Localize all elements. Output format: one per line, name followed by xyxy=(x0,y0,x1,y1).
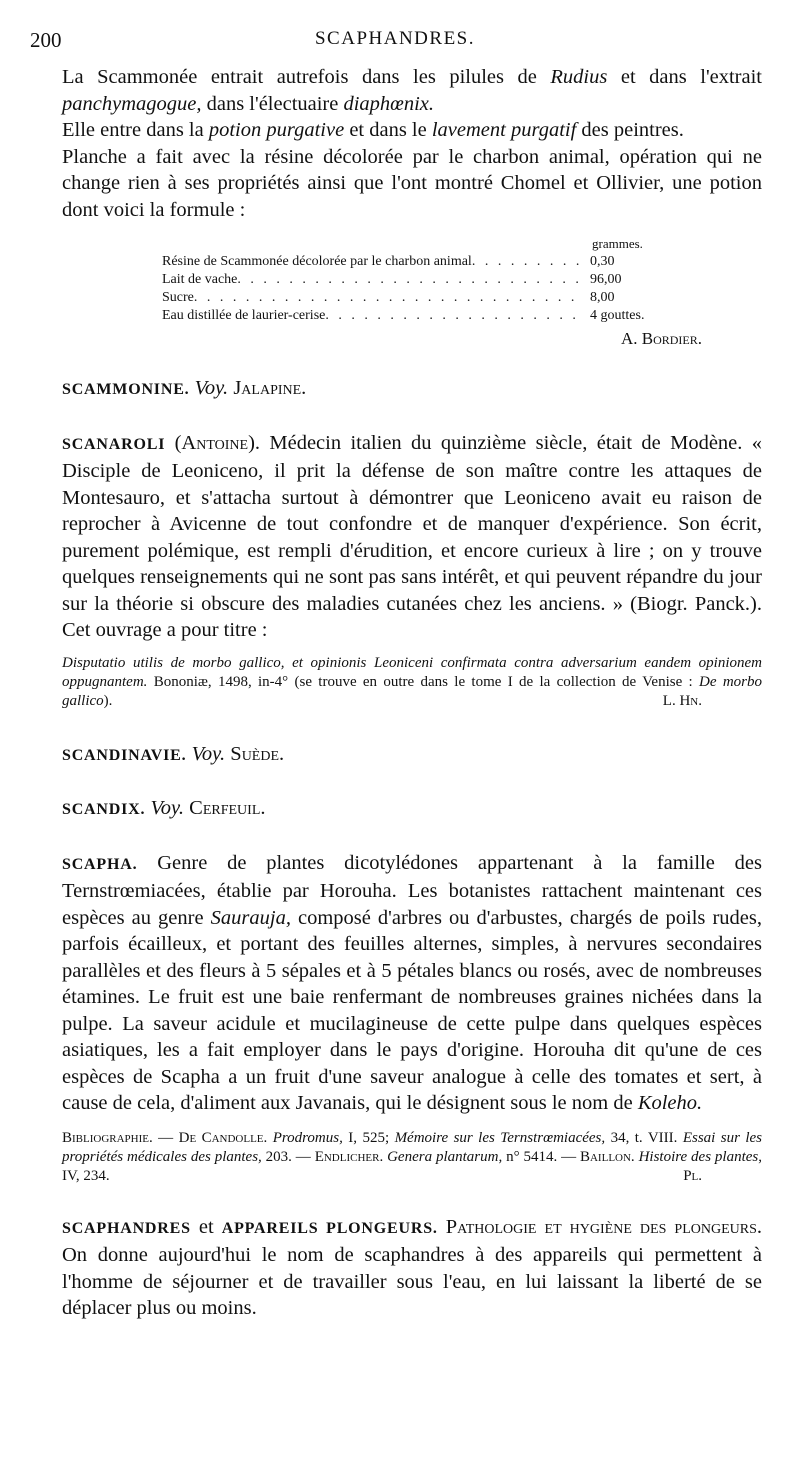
scapha-bibliography: Bibliographie. — De Candolle. Prodromus, I, 525; Mémoire sur les Ternstrœmiacées, 34, t. VIII. Essai sur les propriétés médicales des plantes, 203. — Endlicher. Genera plantarum, n° 5414. — Baillon. Histoire des plantes, IV, 234. Pl. xyxy=(62,1129,763,1184)
headword: SCAPHANDRES xyxy=(62,1219,191,1237)
entry-scandix: SCANDIX. Voy. Cerfeuil. xyxy=(62,797,266,819)
page-header xyxy=(30,28,760,54)
signature-pl: Pl. xyxy=(683,1167,702,1184)
headword: SCANAROLI xyxy=(62,435,166,453)
signature-hn: L. Hn. xyxy=(662,692,702,709)
paragraph-planche: Planche a fait avec la résine décolorée par le charbon animal, opération qui ne change rien à ses propriétés ainsi que l'ont montré Chomel et Ollivier, une potion dont voici la formule : xyxy=(62,145,762,221)
recipe-row: Résine de Scammonée décolorée par le charbon animal . . . 0,30 xyxy=(162,253,682,271)
paragraph-potion: Elle entre dans la potion purgative et dans le lavement purgatif des peintres. xyxy=(62,119,684,141)
signature-bordier: A. Bordier. xyxy=(620,329,702,348)
headword: SCANDINAVIE. xyxy=(62,746,187,764)
entry-scaphandres: SCAPHANDRES et APPAREILS PLONGEURS. Pathologie et hygiène des plongeurs. On donne aujourd'hui le nom de scaphandres à des appareils qui permettent à l'homme de séjourner et de travailler sous l'eau, en lui laissant la liberté de se déplacer plus ou moins. xyxy=(62,1215,762,1319)
headword: SCANDIX. xyxy=(62,801,146,818)
page-number: 200 xyxy=(30,28,62,52)
entry-scapha: SCAPHA. Genre de plantes dicotylédones appartenant à la famille des Ternstrœmiacées, établie par Horouha. Les botanistes rattachent maintenant ces espèces au genre Saurauja, composé d'arbres ou d'arbustes, chargés de poils rudes, parfois écailleux, et portant des feuilles alternes, simples, à nervures secondaires parallèles et des fleurs à 5 sépales et à 5 pétales blancs ou rosés, avec de nombreuses étamines. Le fruit est une baie renfermant de nombreuses graines nichées dans la pulpe. La saveur acidule et mucilagineuse de cette pulpe dans quelques espèces asiatiques, les a fait employer dans le pays d'origine. Horouha dit qu'une de ces espèces de Scapha a un fruit d'une saveur analogue à celle des tomates et sert, à cause de cela, d'aliment aux Javanais, qui le désignent sous le nom de Koleho. xyxy=(62,851,762,1114)
running-head: SCAPHANDRES. xyxy=(314,28,475,49)
recipe-row: Eau distillée de laurier-cerise . . . 4 gouttes. xyxy=(162,307,682,325)
entry-scanaroli: SCANAROLI (Antoine). Médecin italien du quinzième siècle, était de Modène. « Disciple de Leoniceno, il prit la défense de son maître contre les attaques de Montesauro, et s'attacha surtout à démontrer que Leoniceno avait eu raison de reprocher à Avicenne de tout confondre et de manquer d'expérience. Son écrit, purement polémique, est rempli d'érudition, et encore curieux à lire ; on y trouve quelques renseignements qui ne sont pas sans intérêt, et qui peuvent répandre du jour sur la théorie si obscure des maladies cutanées chez les anciens. » (Biogr. Panck.). Cet ouvrage a pour titre : xyxy=(62,431,762,641)
entry-scandinavie: SCANDINAVIE. Voy. Suède. xyxy=(62,742,285,765)
recipe-table xyxy=(162,235,682,325)
headword: SCAMMONINE. xyxy=(62,381,190,398)
recipe-unit: grammes. xyxy=(592,236,643,251)
scanaroli-reference: Disputatio utilis de morbo gallico, et opinionis Leoniceni confirmata contra adversarium eandem opinionem oppugnantem. Bononiæ, 1498, in-4° (se trouve en outre dans le tome I de la collection de Venise : De morbo gallico). L. Hn. xyxy=(62,654,762,709)
recipe-row: Sucre . . . 8,00 xyxy=(162,289,682,307)
recipe-row: Lait de vache . . . 96,00 xyxy=(162,271,682,289)
headword: SCAPHA. xyxy=(62,855,138,873)
paragraph-rudius: La Scammonée entrait autrefois dans les pilules de Rudius et dans l'extrait panchymagogue, dans l'électuaire diaphœnix. xyxy=(62,66,762,115)
entry-scammonine: SCAMMONINE. Voy. Jalapine. xyxy=(62,377,307,399)
page-body xyxy=(62,64,762,1322)
